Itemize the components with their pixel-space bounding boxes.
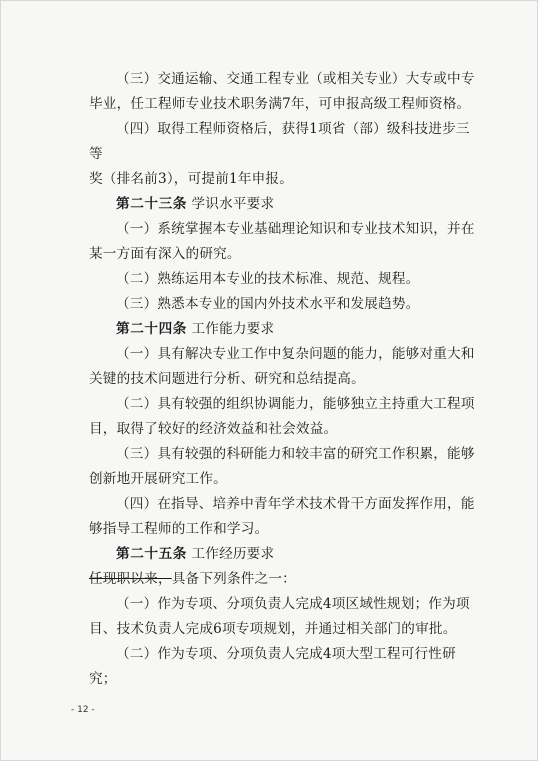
paragraph-line: （二）熟练运用本专业的技术标准、规范、规程。 <box>116 271 420 287</box>
paragraph-line: （三）交通运输、交通工程专业（或相关专业）大专或中专 <box>116 71 475 87</box>
paragraph-line: 毕业，任工程师专业技术职务满7年，可申报高级工程师资格。 <box>89 96 471 112</box>
paragraph-line: 某一方面有深入的研究。 <box>89 246 241 262</box>
paragraph-line: （四）在指导、培养中青年学术技术骨干方面发挥作用，能 <box>116 496 475 512</box>
paragraph-line: （三）具有较强的科研能力和较丰富的研究工作积累，能够 <box>116 446 475 462</box>
intro-text: 具备下列条件之一： <box>171 571 296 587</box>
article-25-intro <box>89 567 481 592</box>
paragraph-line: （一）作为专项、分项负责人完成4项区域性规划；作为项 <box>116 596 470 612</box>
paragraph-line: 目、技术负责人完成6项专项规划，并通过相关部门的审批。 <box>89 621 457 637</box>
article-24-heading <box>89 317 481 342</box>
paragraph-line: （二）具有较强的组织协调能力，能够独立主持重大工程项 <box>116 396 475 412</box>
paragraph-line: （一）具有解决专业工作中复杂问题的能力，能够对重大和 <box>116 346 475 362</box>
paragraph-line: 目，取得了较好的经济效益和社会效益。 <box>89 421 338 437</box>
paragraph-line: 奖（排名前3），可提前1年申报。 <box>89 171 294 187</box>
article-23-title: 第二十三条 <box>116 196 187 212</box>
document-body <box>89 67 481 692</box>
page-number: - 12 - <box>71 705 95 715</box>
paragraph-line: （四）取得工程师资格后，获得1项省（部）级科技进步三等 <box>89 121 470 162</box>
article-25-title: 第二十五条 <box>116 546 187 562</box>
article-25-heading <box>89 542 481 567</box>
paragraph-line: （三）熟悉本专业的国内外技术水平和发展趋势。 <box>116 296 420 312</box>
paragraph-line: 关键的技术问题进行分析、研究和总结提高。 <box>89 371 365 387</box>
paragraph-line: 创新地开展研究工作。 <box>89 471 227 487</box>
paragraph-line: 够指导工程师的工作和学习。 <box>89 521 269 537</box>
article-24-subtitle: 工作能力要求 <box>191 321 275 337</box>
paragraph-line: （二）作为专项、分项负责人完成4项大型工程可行性研究； <box>89 646 456 687</box>
struck-text: 任现职以来， <box>89 571 172 587</box>
article-25-subtitle: 工作经历要求 <box>191 546 275 562</box>
article-23-heading <box>89 192 481 217</box>
article-23-subtitle: 学识水平要求 <box>191 196 275 212</box>
paragraph-line: （一）系统掌握本专业基础理论知识和专业技术知识，并在 <box>116 221 475 237</box>
article-24-title: 第二十四条 <box>116 321 187 337</box>
